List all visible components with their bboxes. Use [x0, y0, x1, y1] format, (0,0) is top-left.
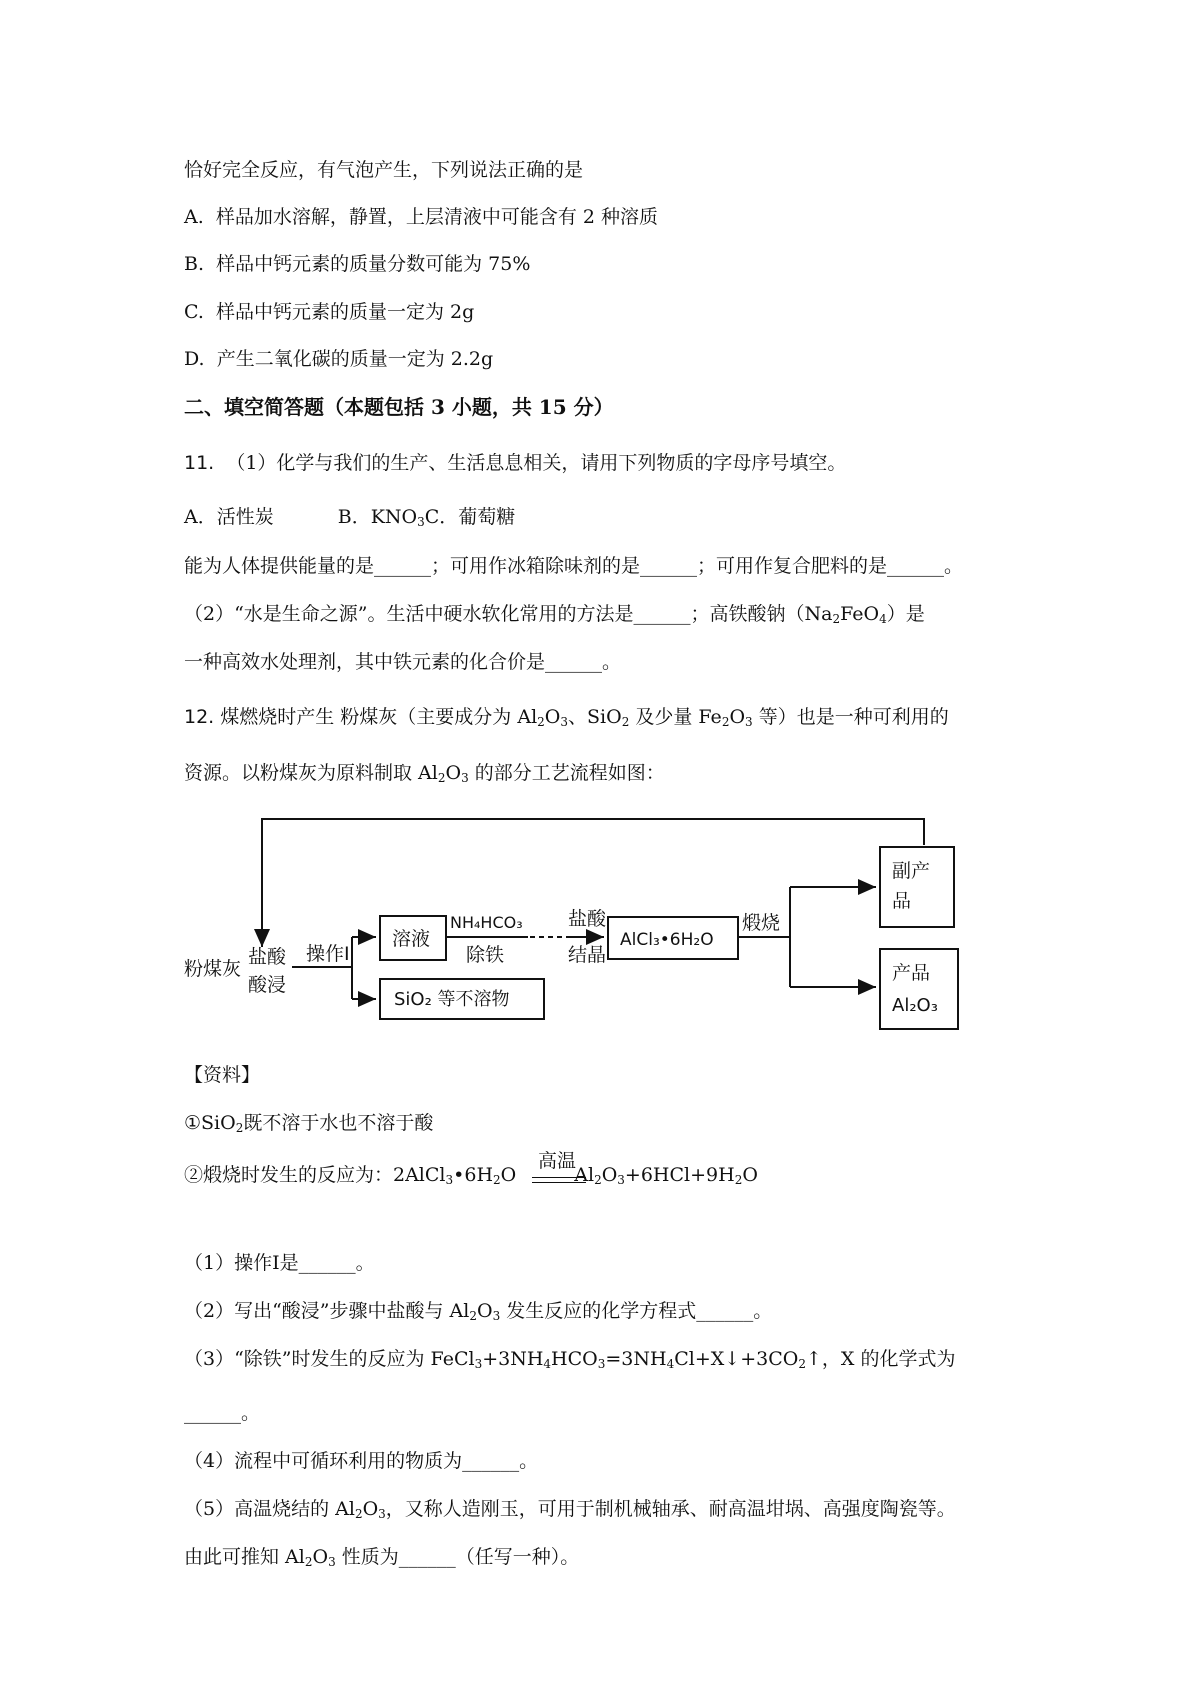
q10-option-c: C. 样品中钙元素的质量一定为 2g — [184, 301, 475, 323]
sub-question-2: （2）写出“酸浸”步骤中盐酸与 $Al_2O_3$ 发生反应的化学方程式______。 — [184, 1300, 773, 1323]
reagent-label: NH₄HCO₃ — [450, 913, 523, 932]
q12-line2: 资源。以粉煤灰为原料制取 $Al_2O_3$ 的部分工艺流程如图： — [184, 762, 665, 785]
reaction-condition: 高温 — [538, 1150, 577, 1172]
info-title: 【资料】 — [184, 1064, 261, 1086]
raw-material-label: 粉煤灰 — [184, 958, 242, 980]
info-1: ①SiO$_2$既不溶于水也不溶于酸 — [184, 1112, 434, 1135]
q11-part2-line2: 一种高效水处理剂，其中铁元素的化合价是______。 — [184, 651, 622, 673]
product-label-1: 产品 — [892, 962, 931, 984]
byproduct-box — [880, 847, 954, 927]
acid-label-2: 酸浸 — [248, 974, 287, 996]
alcl3-label: AlCl₃•6H₂O — [620, 930, 714, 950]
info-2-equation: ②煅烧时发生的反应为：$2AlCl_3•6H_2O$ $Al_2O_3+6HCl+9H_2O$ — [184, 1164, 758, 1187]
insoluble-label: SiO₂ 等不溶物 — [394, 989, 510, 1010]
sub-question-1: （1）操作Ⅰ是______。 — [184, 1252, 375, 1274]
product-label-2: Al₂O₃ — [892, 995, 938, 1016]
hcl-label-1: 盐酸 — [568, 908, 607, 930]
operation-label: 操作I — [306, 943, 350, 965]
sub-question-3: （3）“除铁”时发生的反应为 $FeCl_3+3NH_4HCO_3=3NH_4Cl+X↓+3CO_2↑$，X 的化学式为 — [184, 1348, 956, 1371]
hcl-label-2: 结晶 — [568, 944, 607, 966]
process-flow-diagram — [180, 815, 980, 1040]
acid-label-1: 盐酸 — [248, 946, 287, 968]
q11-fill1: 能为人体提供能量的是______；可用作冰箱除味剂的是______；可用作复合肥料的是______。 — [184, 555, 964, 577]
byproduct-label-2: 品 — [892, 890, 912, 912]
q11-part1: 11. （1）化学与我们的生产、生活息息相关，请用下列物质的字母序号填空。 — [184, 452, 847, 474]
q11-part2: （2）“水是生命之源”。生活中硬水软化常用的方法是______；高铁酸钠$(Na_2FeO_4)$是 — [184, 603, 925, 626]
sub-question-4: （4）流程中可循环利用的物质为______。 — [184, 1450, 539, 1472]
calcine-label: 煅烧 — [742, 912, 781, 934]
solution-label: 溶液 — [392, 928, 431, 950]
remove-iron-label: 除铁 — [466, 944, 505, 966]
section-title: 二、填空简答题（本题包括 3 小题，共 15 分） — [184, 395, 614, 419]
q11-options: A．活性炭 B．$KNO_3C$．葡萄糖 — [184, 506, 516, 529]
byproduct-label-1: 副产 — [892, 860, 931, 882]
q12-line1: 12. 煤燃烧时产生 粉煤灰（主要成分为 $Al_2O_3$、SiO$_2$ 及少量 $Fe_2O_3$ 等）也是一种可利用的 — [184, 706, 949, 729]
sub-question-5: （5）高温烧结的 $Al_2O_3$，又称人造刚玉，可用于制机械轴承、耐高温坩埚、高强度陶瓷等。 — [184, 1498, 956, 1521]
q10-stem-end: 恰好完全反应，有气泡产生，下列说法正确的是 — [184, 159, 584, 181]
product-box — [880, 949, 958, 1029]
equals-sign — [532, 1177, 586, 1183]
sub-question-3-line2: ______。 — [184, 1402, 261, 1424]
sub-question-5-line2: 由此可推知 $Al_2O_3$ 性质为______（任写一种）。 — [184, 1546, 580, 1569]
q10-option-d: D. 产生二氧化碳的质量一定为 2.2g — [184, 348, 494, 370]
q10-option-a: A. 样品加水溶解，静置，上层清液中可能含有 2 种溶质 — [184, 206, 659, 228]
q10-option-b: B. 样品中钙元素的质量分数可能为 75% — [184, 253, 531, 275]
